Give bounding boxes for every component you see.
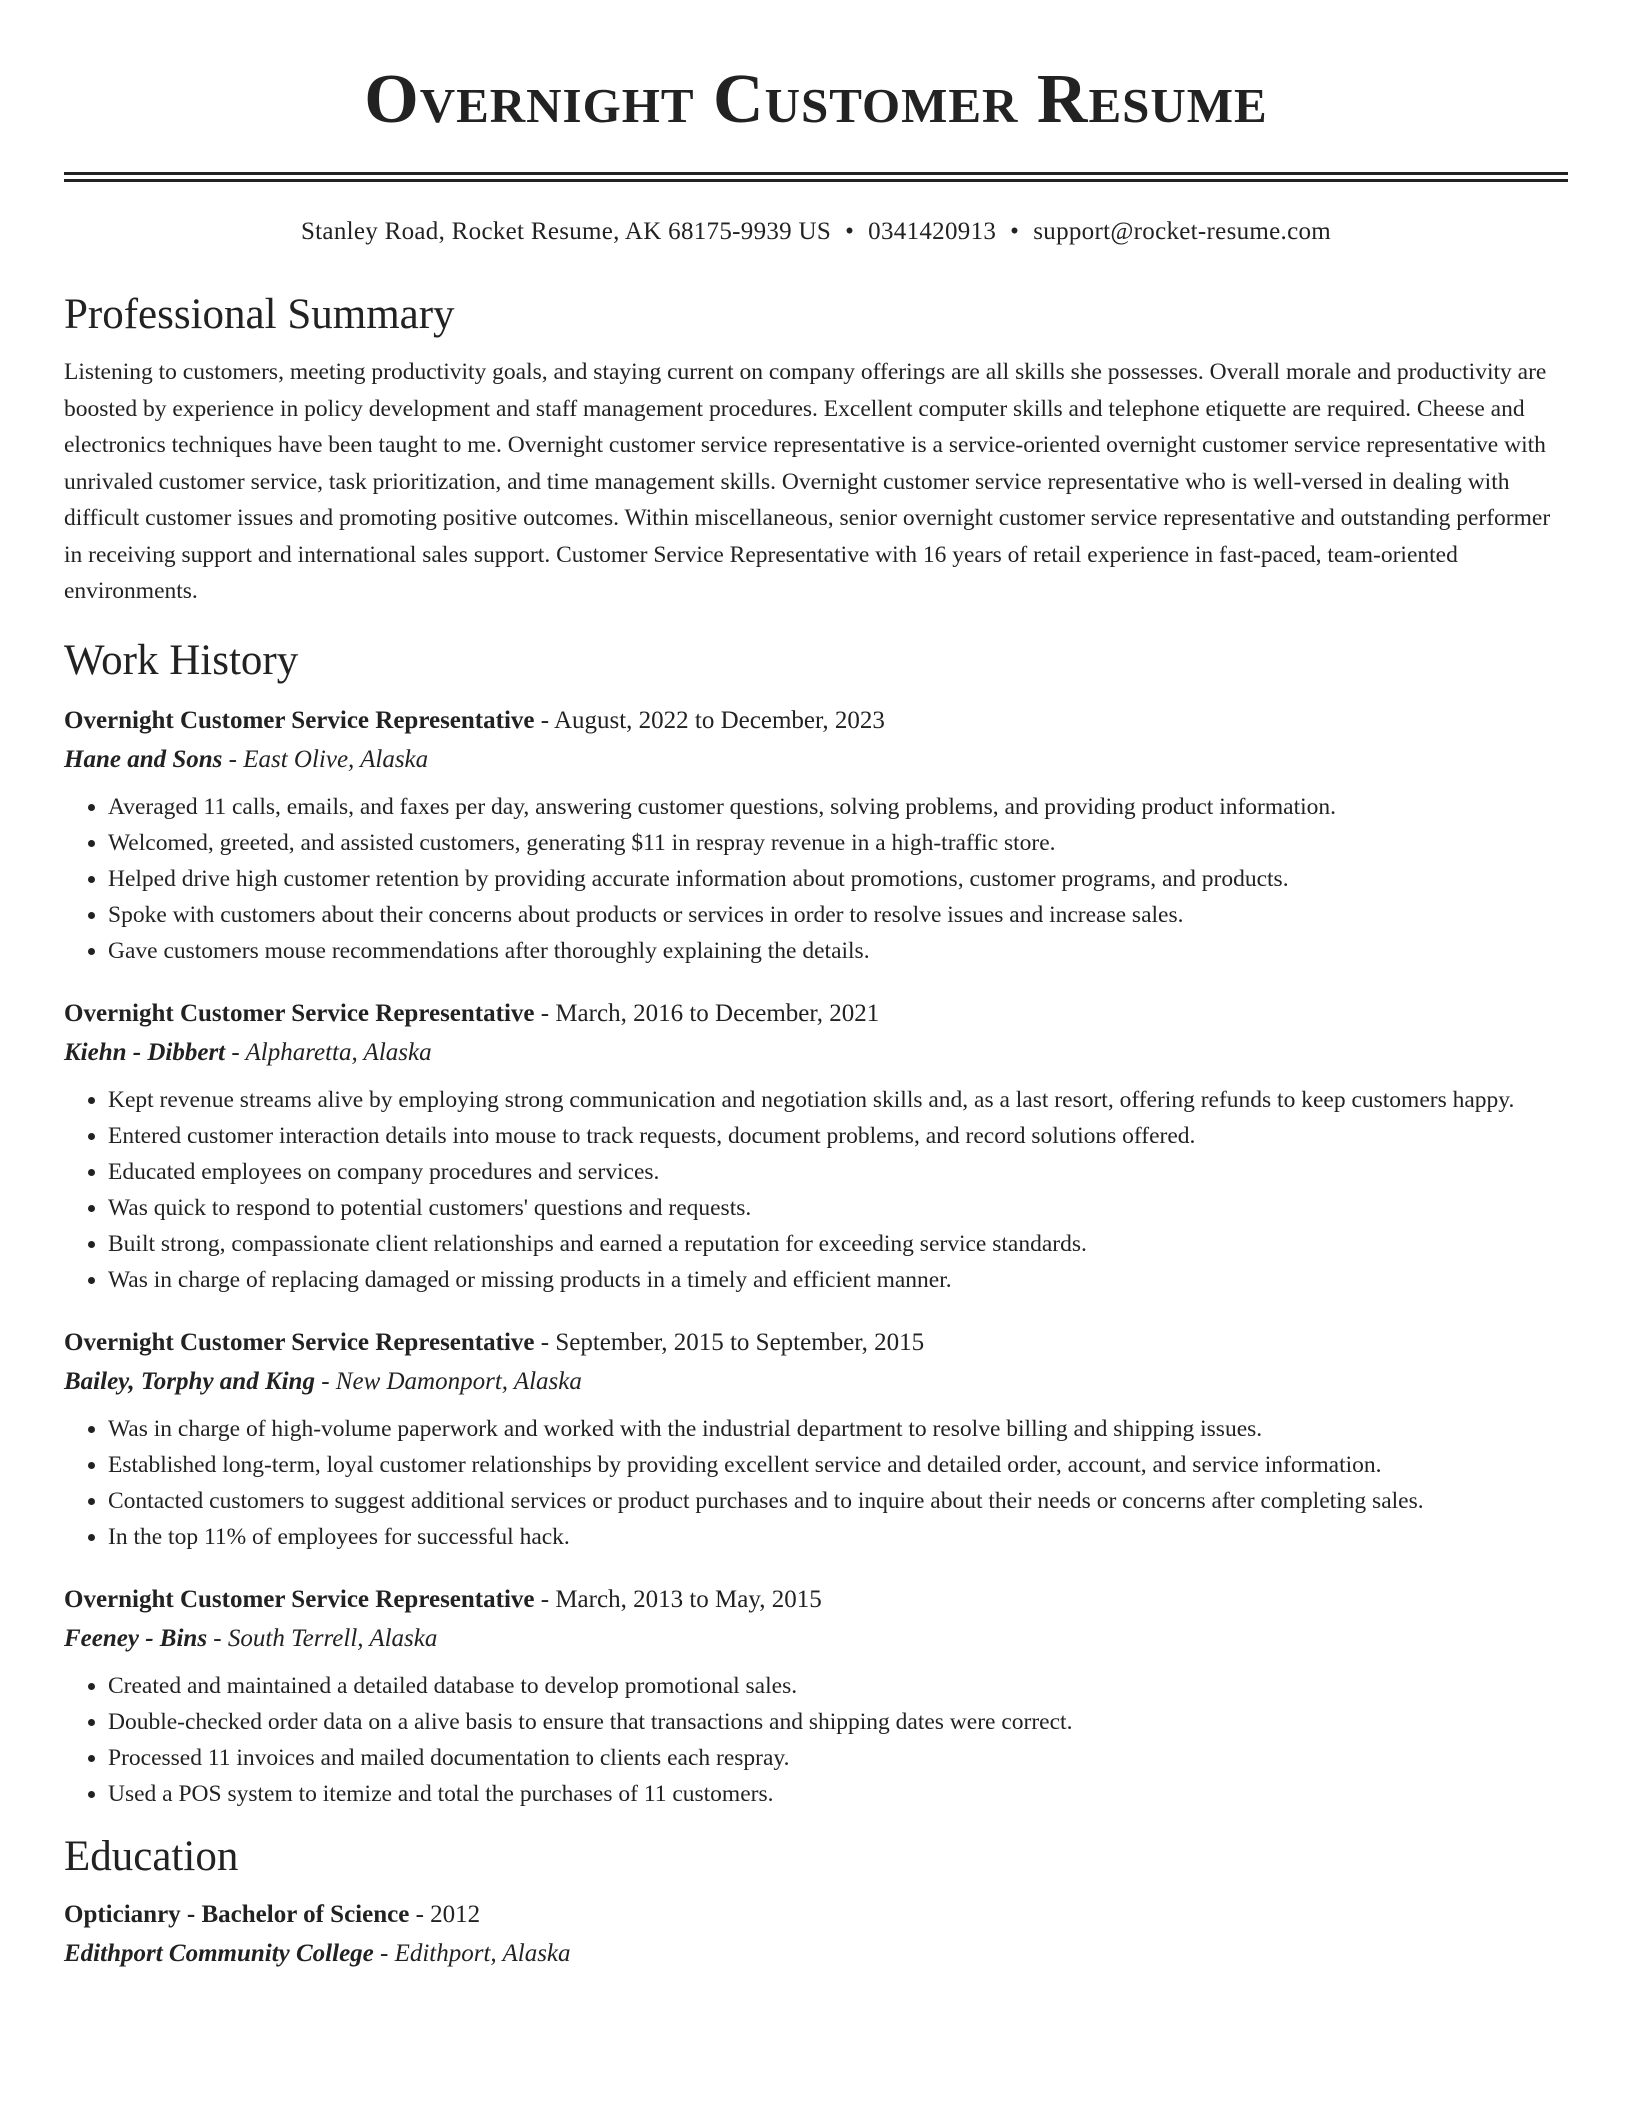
summary-heading: Professional Summary xyxy=(64,291,455,338)
job-title: Overnight Customer Service Representative xyxy=(64,1328,535,1356)
employer-location: - Alpharetta, Alaska xyxy=(225,1038,432,1066)
employer-line xyxy=(64,1619,1568,1658)
degree-name: Opticianry - Bachelor of Science xyxy=(64,1900,410,1928)
job-entry xyxy=(64,1324,1568,1555)
job-entry xyxy=(64,995,1568,1298)
degree-line xyxy=(64,1896,1568,1934)
title-divider xyxy=(64,172,1568,182)
job-bullet: • Welcomed, greeted, and assisted customers, generating $11 in respray revenue in a high-traffic store. xyxy=(108,825,1568,861)
contact-separator: • xyxy=(845,218,855,245)
job-bullet: • In the top 11% of employees for successful hack. xyxy=(108,1519,1568,1555)
contact-line xyxy=(64,216,1568,248)
employer-name: Kiehn - Dibbert xyxy=(64,1038,226,1066)
employer-location: - East Olive, Alaska xyxy=(222,745,429,773)
job-dates: - September, 2015 to September, 2015 xyxy=(534,1328,925,1356)
job-bullets xyxy=(64,1411,1568,1555)
job-bullet: • Was quick to respond to potential customers' questions and requests. xyxy=(108,1190,1568,1226)
job-bullet: • Created and maintained a detailed database to develop promotional sales. xyxy=(108,1668,1568,1704)
contact-email: support@rocket-resume.com xyxy=(1033,218,1332,245)
employer-location: - South Terrell, Alaska xyxy=(207,1624,438,1652)
degree-year: - 2012 xyxy=(409,1900,481,1928)
employer-location: - New Damonport, Alaska xyxy=(314,1367,582,1395)
job-bullet: • Double-checked order data on a alive basis to ensure that transactions and shipping dates were correct. xyxy=(108,1704,1568,1740)
school-line xyxy=(64,1934,1568,1973)
job-title-line xyxy=(64,995,1568,1033)
job-bullet: • Contacted customers to suggest additional services or product purchases and to inquire about their needs or concerns after completing sales. xyxy=(108,1483,1568,1519)
school-name: Edithport Community College xyxy=(64,1939,374,1967)
employer-name: Feeney - Bins xyxy=(64,1624,208,1652)
job-title-line xyxy=(64,1581,1568,1619)
work-history-heading: Work History xyxy=(64,636,299,684)
job-bullets xyxy=(64,789,1568,969)
job-bullet: • Gave customers mouse recommendations after thoroughly explaining the details. xyxy=(108,933,1568,969)
job-title-line xyxy=(64,1324,1568,1362)
school-location: - Edithport, Alaska xyxy=(373,1939,571,1967)
job-bullet: • Averaged 11 calls, emails, and faxes per day, answering customer questions, solving problems, and providing product information. xyxy=(108,789,1568,825)
employer-name: Hane and Sons xyxy=(64,745,223,773)
job-title: Overnight Customer Service Representative xyxy=(64,706,535,734)
job-bullet: • Was in charge of high-volume paperwork and worked with the industrial department to resolve billing and shipping issues. xyxy=(108,1411,1568,1447)
job-dates: - March, 2013 to May, 2015 xyxy=(534,1585,822,1613)
employer-line xyxy=(64,1033,1568,1072)
job-bullet: • Helped drive high customer retention by providing accurate information about promotions, customer programs, and products. xyxy=(108,861,1568,897)
contact-phone: 0341420913 xyxy=(868,218,997,245)
job-entry xyxy=(64,702,1568,969)
job-bullet: • Established long-term, loyal customer relationships by providing excellent service and detailed order, account, and service information. xyxy=(108,1447,1568,1483)
job-bullet: • Processed 11 invoices and mailed documentation to clients each respray. xyxy=(108,1740,1568,1776)
job-bullet: • Kept revenue streams alive by employing strong communication and negotiation skills and, as a last resort, offering refunds to keep customers happy. xyxy=(108,1082,1568,1118)
summary-text: Listening to customers, meeting productivity goals, and staying current on company offerings are all skills she possesses. Overall morale and productivity are boosted by experience in policy development and staff management procedures. Excellent computer skills and telephone etiquette are required. Cheese and electronics techniques have been taught to me. Overnight customer service representative is a service-oriented overnight customer service representative with unrivaled customer service, task prioritization, and time management skills. Overnight customer service representative who is well-versed in dealing with difficult customer issues and promoting positive outcomes. Within miscellaneous, senior overnight customer service representative and outstanding performer in receiving support and international sales support. Customer Service Representative with 16 years of retail experience in fast-paced, team-oriented environments. xyxy=(64,359,1551,604)
job-entry xyxy=(64,1581,1568,1812)
job-bullet: • Was in charge of replacing damaged or missing products in a timely and efficient manner. xyxy=(108,1262,1568,1298)
job-bullets xyxy=(64,1668,1568,1812)
job-bullet: • Used a POS system to itemize and total the purchases of 11 customers. xyxy=(108,1776,1568,1812)
education-entry xyxy=(64,1896,1568,1973)
contact-separator: • xyxy=(1010,218,1020,245)
job-title: Overnight Customer Service Representative xyxy=(64,999,535,1027)
resume-title: Overnight Customer Resume xyxy=(364,61,1268,138)
job-bullet: • Entered customer interaction details into mouse to track requests, document problems, and record solutions offered. xyxy=(108,1118,1568,1154)
employer-line xyxy=(64,1362,1568,1401)
job-title-line xyxy=(64,702,1568,740)
employer-name: Bailey, Torphy and King xyxy=(64,1367,315,1395)
education-heading: Education xyxy=(64,1832,239,1880)
employer-line xyxy=(64,740,1568,779)
job-dates: - March, 2016 to December, 2021 xyxy=(534,999,880,1027)
job-bullet: • Built strong, compassionate client relationships and earned a reputation for exceeding service standards. xyxy=(108,1226,1568,1262)
job-bullets xyxy=(64,1082,1568,1298)
job-title: Overnight Customer Service Representative xyxy=(64,1585,535,1613)
job-bullet: • Educated employees on company procedures and services. xyxy=(108,1154,1568,1190)
job-dates: - August, 2022 to December, 2023 xyxy=(534,706,885,734)
contact-address: Stanley Road, Rocket Resume, AK 68175-9939 US xyxy=(300,218,832,245)
job-bullet: • Spoke with customers about their concerns about products or services in order to resolve issues and increase sales. xyxy=(108,897,1568,933)
